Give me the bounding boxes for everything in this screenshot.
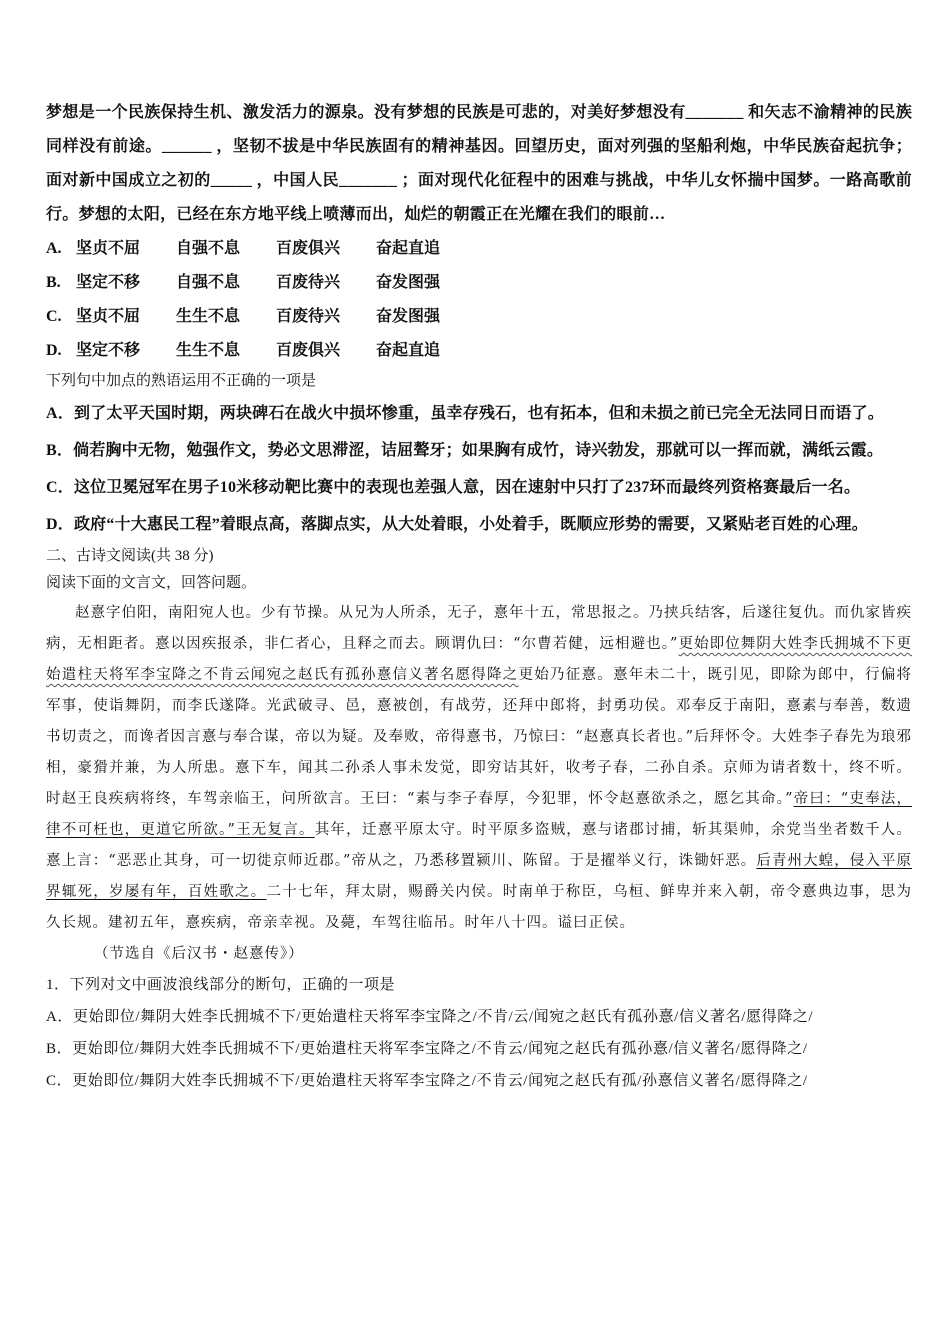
passage-part-1: 赵憙字伯阳，南阳宛人也。少有节操。从兄为人所杀，无子，憙年十五，常思报之。乃挟兵结客，后遂往复仇。而仇家皆疾病，无相距者。憙以因疾报杀，非仁者心，且释之而去。顾谓仇曰：“尔曹若健，远相避也。” [46,605,912,652]
option-word-3: 百废待兴 [276,274,341,291]
option-word-3: 百废待兴 [276,308,341,325]
option-word-3: 百废俱兴 [276,342,341,359]
question-1-stem: 1．下列对文中画波浪线部分的断句，正确的一项是 [46,977,396,993]
option-word-1: 坚贞不屈 [76,308,141,325]
option-word-2: 生生不息 [176,308,241,325]
idiom-option-c[interactable]: C．这位卫冕冠军在男子10米移动靶比赛中的表现也差强人意，因在速射中只打了237环而最终列资格赛最后一名。 [46,479,861,496]
passage-part-3: 其年，迁憙平原太守。时平原多盗贼，憙与诸郡讨捕，斩其渠帅，余党当坐者数千人。憙上言：“恶恶止其身，可一切徙京师近郡。”帝从之，乃悉移置颍川、陈留。于是擢举义行，诛锄奸恶。 [46,822,912,869]
classical-passage [46,598,912,939]
option-word-1: 坚定不移 [76,342,141,359]
passage-source: （节选自《后汉书・赵憙传》） [94,946,304,962]
fill-in-question [46,96,912,368]
option-letter: C. [46,308,62,325]
option-word-1: 坚定不移 [76,274,141,291]
question-1-option-a[interactable]: A．更始即位/舞阴大姓李氏拥城不下/更始遣柱天将军李宝降之/不肯/云/闻宛之赵氏有孤孙憙/信义著名/愿得降之/ [46,1009,814,1025]
question-1-option-c[interactable]: C．更始即位/舞阴大姓李氏拥城不下/更始遣柱天将军李宝降之/不肯云/闻宛之赵氏有孤/孙憙信义著名/愿得降之/ [46,1073,808,1089]
option-word-1: 坚贞不屈 [76,240,141,257]
passage-part-4: 二十七年，拜太尉，赐爵关内侯。时南单于称臣，乌桓、鲜卑并来入朝，帝令憙典边事，思为久长规。建初五年，憙疾病，帝亲幸视。及薨，车驾往临吊。时年八十四。谥曰正侯。 [46,884,912,931]
option-word-3: 百废俱兴 [276,240,341,257]
fill-option-b[interactable] [46,266,912,300]
section-heading: 二、古诗文阅读(共 38 分) [46,548,214,564]
fill-option-d[interactable] [46,334,912,368]
fill-option-c[interactable] [46,300,912,334]
option-word-4: 奋起直追 [376,240,441,257]
underlined-sentence-2: 后青州大蝗，侵入平原界辄死，岁屡有年，百姓歌之。 [46,853,913,900]
idiom-option-b[interactable]: B．倘若胸中无物，勉强作文，势必文思滞涩，诘屈聱牙；如果胸有成竹，诗兴勃发，那就可以一挥而就，满纸云霞。 [46,442,884,459]
idiom-option-d[interactable]: D．政府“十大惠民工程”着眼点高，落脚点实，从大处着眼，小处着手，既顺应形势的需要，又紧贴老百姓的心理。 [46,516,868,533]
option-word-2: 自强不息 [176,274,241,291]
option-word-4: 奋发图强 [376,308,441,325]
idiom-option-a[interactable]: A．到了太平天国时期，两块碑石在战火中损坏惨重，虽幸存残石，也有拓本，但和未损之前已完全无法同日而语了。 [46,405,884,422]
fill-in-paragraph: 梦想是一个民族保持生机、激发活力的源泉。没有梦想的民族是可悲的，对美好梦想没有_______ 和矢志不渝精神的民族同样没有前途。______ ，坚韧不拔是中华民族固有的精神基因。回望历史，面对列强的坚船利炮，中华民族奋起抗争；面对新中国成立之初的_____ ，中国人民_______ ；面对现代化征程中的困难与挑战，中华儿女怀揣中国梦。一路高歌前行。梦想的太阳，已经在东方地平线上喷薄而出，灿烂的朝霞正在光耀在我们的眼前… [46,104,912,223]
option-word-4: 奋起直追 [376,342,441,359]
option-word-2: 生生不息 [176,342,241,359]
passage-part-2: 更始乃征憙。憙年未二十，既引见，即除为郎中，行偏将军事，使诣舞阴，而李氏遂降。光武破寻、邑，憙被创，有战劳，还拜中郎将，封勇功侯。邓奉反于南阳，憙素与奉善，数遗书切责之，而谗者因言憙与奉合谋，帝以为疑。及奉败，帝得憙书，乃惊曰：“赵憙真长者也。”后拜怀令。大姓李子春先为琅邪相，豪猾并兼，为人所患。憙下车，闻其二孙杀人事未发觉，即穷诘其奸，收考子春，二孙自杀。京师为请者数十，终不听。时赵王良疾病将终，车驾亲临王，问所欲言。王曰：“素与李子春厚，今犯罪，怀令赵憙欲杀之，愿乞其命。” [46,667,912,807]
underlined-sentence-1: 帝曰：“吏奉法，律不可枉也，更道它所欲。”王无复言。 [46,791,912,838]
option-word-4: 奋发图强 [376,274,441,291]
question-1-option-b[interactable]: B．更始即位/舞阴大姓李氏拥城不下/更始遣柱天将军李宝降之/不肯云/闻宛之赵氏有孤孙憙/信义著名/愿得降之/ [46,1041,808,1057]
section-instruction: 阅读下面的文言文，回答问题。 [46,575,257,591]
idiom-question [46,368,912,543]
wavy-underlined-passage: 更始即位舞阴大姓李氏拥城不下更始遣柱天将军李宝降之不肯云闻宛之赵氏有孤孙憙信义著名愿得降之 [46,636,913,683]
option-letter: D. [46,342,62,359]
exam-page [46,96,912,1097]
fill-option-a[interactable] [46,232,912,266]
idiom-question-stem: 下列句中加点的熟语运用不正确的一项是 [46,373,317,389]
option-letter: A. [46,240,62,257]
option-letter: B. [46,274,61,291]
option-word-2: 自强不息 [176,240,241,257]
